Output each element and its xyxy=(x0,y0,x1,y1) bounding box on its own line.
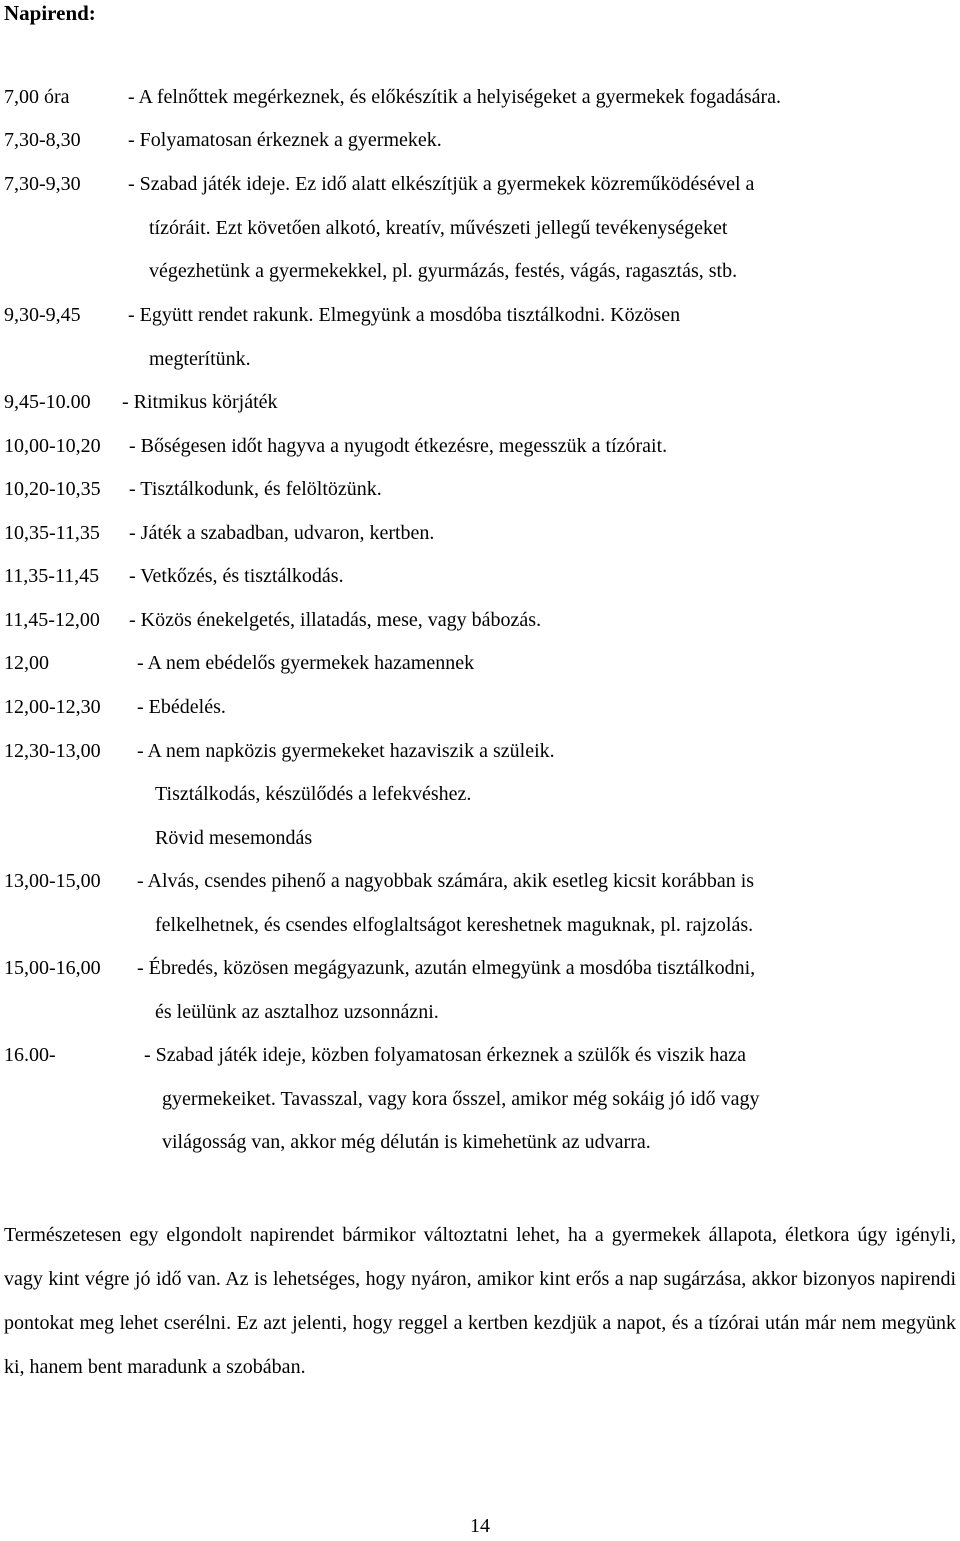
schedule-row xyxy=(4,736,555,766)
schedule-desc: - Vetkőzés, és tisztálkodás. xyxy=(129,565,344,587)
schedule-time: 11,35-11,45 xyxy=(4,565,100,587)
schedule-row xyxy=(4,1040,746,1070)
schedule-row xyxy=(4,474,382,504)
schedule-row xyxy=(4,605,542,635)
page-heading: Napirend: xyxy=(4,1,96,25)
schedule-row xyxy=(4,125,442,155)
schedule-time: 10,35-11,35 xyxy=(4,522,100,544)
schedule-time: 10,20-10,35 xyxy=(4,478,101,500)
schedule-time: 11,45-12,00 xyxy=(4,609,100,631)
schedule-desc: - Játék a szabadban, udvaron, kertben. xyxy=(129,522,435,544)
schedule-desc: - Bőségesen időt hagyva a nyugodt étkezésre, megesszük a tízórait. xyxy=(129,435,668,457)
schedule-row xyxy=(4,692,226,722)
schedule-time: 12,30-13,00 xyxy=(4,740,101,762)
schedule-desc: - Ritmikus körjáték xyxy=(122,391,278,413)
body-paragraph: Természetesen egy elgondolt napirendet bármikor változtatni lehet, ha a gyermekek állapota, életkora úgy igényli, vagy kint végre jó idő van. Az is lehetséges, hogy nyáron, amikor kint erős a nap sugárzása, akkor bizonyos napirendi pontokat meg lehet cserélni. Ez azt jelenti, hogy reggel a kertben kezdjük a napot, és a tízórai után már nem megyünk ki, hanem bent maradunk a szobában. xyxy=(4,1224,956,1378)
schedule-desc: - Szabad játék ideje, közben folyamatosan érkeznek a szülők és viszik haza xyxy=(144,1044,746,1066)
schedule-desc-continuation: tízóráit. Ezt követően alkotó, kreatív, művészeti jellegű tevékenységeket xyxy=(149,217,728,239)
schedule-desc: - Ébredés, közösen megágyazunk, azután elmegyünk a mosdóba tisztálkodni, xyxy=(137,957,756,979)
schedule-time: 16.00- xyxy=(4,1044,56,1066)
schedule-time: 9,45-10.00 xyxy=(4,391,91,413)
schedule-row xyxy=(4,82,782,112)
schedule-time: 10,00-10,20 xyxy=(4,435,101,457)
schedule-time: 12,00-12,30 xyxy=(4,696,101,718)
schedule-row xyxy=(4,648,475,678)
page-number: 14 xyxy=(470,1515,490,1537)
schedule-row xyxy=(4,169,755,199)
schedule-desc: - Alvás, csendes pihenő a nagyobbak számára, akik esetleg kicsit korábban is xyxy=(137,870,755,892)
schedule-row xyxy=(4,518,435,548)
schedule-desc: - Közös énekelgetés, illatadás, mese, vagy bábozás. xyxy=(129,609,542,631)
schedule-row xyxy=(4,431,668,461)
schedule-desc-continuation: világosság van, akkor még délután is kimehetünk az udvarra. xyxy=(162,1131,651,1153)
schedule-row xyxy=(4,300,681,330)
schedule-desc: - Együtt rendet rakunk. Elmegyünk a mosdóba tisztálkodni. Közösen xyxy=(128,304,681,326)
schedule-time: 13,00-15,00 xyxy=(4,870,101,892)
schedule-desc: - Tisztálkodunk, és felöltözünk. xyxy=(129,478,382,500)
schedule-time: 7,30-9,30 xyxy=(4,173,81,195)
schedule-desc-continuation: felkelhetnek, és csendes elfoglaltságot kereshetnek maguknak, pl. rajzolás. xyxy=(155,914,754,936)
schedule-desc: - Ebédelés. xyxy=(137,696,226,718)
schedule-desc-continuation: megterítünk. xyxy=(149,348,251,370)
schedule-desc: - Szabad játék ideje. Ez idő alatt elkészítjük a gyermekek közreműködésével a xyxy=(128,173,755,195)
schedule-time: 7,30-8,30 xyxy=(4,129,81,151)
schedule-desc-continuation: gyermekeiket. Tavasszal, vagy kora ősszel, amikor még sokáig jó idő vagy xyxy=(162,1088,760,1110)
schedule-desc-continuation: Rövid mesemondás xyxy=(155,827,313,849)
schedule-row xyxy=(4,953,756,983)
schedule-time: 7,00 óra xyxy=(4,86,70,108)
schedule-time: 9,30-9,45 xyxy=(4,304,81,326)
schedule-desc-continuation: és leülünk az asztalhoz uzsonnázni. xyxy=(155,1001,439,1023)
schedule-row xyxy=(4,561,344,591)
schedule-desc-continuation: végezhetünk a gyermekekkel, pl. gyurmázás, festés, vágás, ragasztás, stb. xyxy=(149,260,738,282)
schedule-desc: - A nem napközis gyermekeket hazaviszik a szüleik. xyxy=(137,740,555,762)
schedule-desc-continuation: Tisztálkodás, készülődés a lefekvéshez. xyxy=(155,783,472,805)
schedule-desc: - A felnőttek megérkeznek, és előkészítik a helyiségeket a gyermekek fogadására. xyxy=(128,86,782,108)
schedule-time: 12,00 xyxy=(4,652,49,674)
schedule-row xyxy=(4,387,278,417)
schedule-row xyxy=(4,866,755,896)
schedule-time: 15,00-16,00 xyxy=(4,957,101,979)
schedule-desc: - Folyamatosan érkeznek a gyermekek. xyxy=(128,129,442,151)
schedule-desc: - A nem ebédelős gyermekek hazamennek xyxy=(137,652,475,674)
